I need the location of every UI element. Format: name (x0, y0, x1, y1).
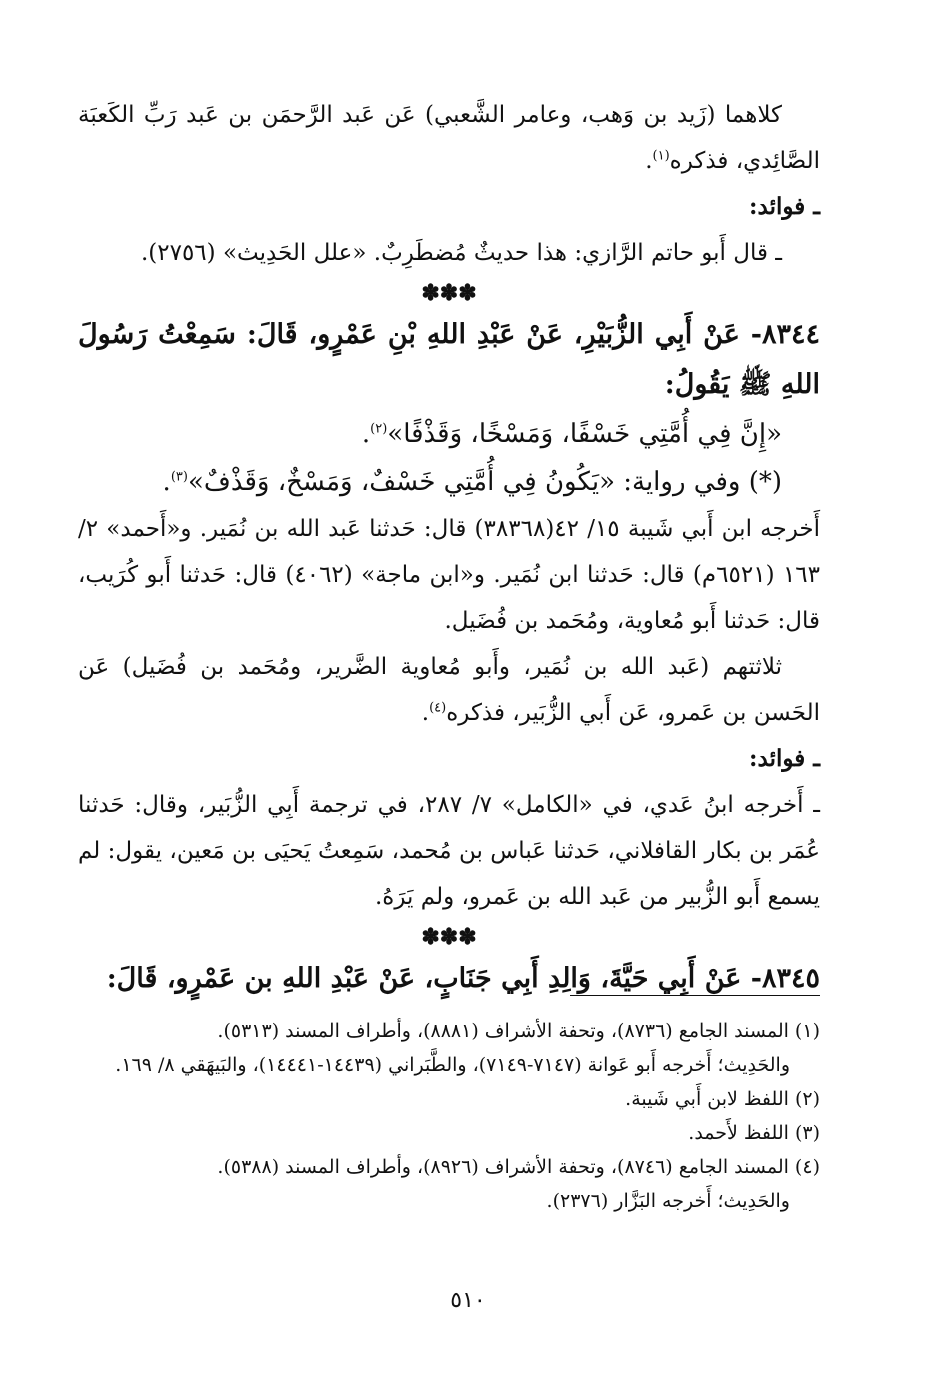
fawaid-text-2: ـ أَخرجه ابنُ عَدي، في «الكامل» ٧/ ٢٨٧، في ترجمة أَبِي الزُّبَير، وقال: حَدثنا عُمَر بن بكار القافلاني، حَدثنا عَباس بن مُحمد، سَمِعتُ يَحيَى بن مَعين، يقول: لم يسمع أَبو الزُّبير من عَبد الله بن عَمرو، ولم يَرَهُ. (78, 792, 820, 910)
footnote-ref-2[interactable]: (٢) (370, 421, 388, 437)
footnote-ref-4[interactable]: (٤) (429, 700, 447, 716)
footnotes (78, 1014, 820, 1218)
footnote-divider (570, 995, 820, 996)
hadith-8345-header: ٨٣٤٥- عَنْ أَبِي حَيَّةَ، وَالِدِ أَبِي جَنَابٍ، عَنْ عَبْدِ اللهِ بن عَمْرٍو، قَالَ: (106, 963, 820, 994)
footnote-ref-1[interactable]: (١) (652, 148, 670, 164)
footnote-ref-3[interactable]: (٣) (170, 469, 188, 485)
footnote-3: (٣) اللفظ لأَحمد. (688, 1122, 820, 1144)
footnote-2: (٢) اللفظ لابن أَبي شَيبة. (625, 1088, 820, 1110)
section-separator-2: ✽✽✽ (421, 924, 477, 950)
footnote-1: (١) المسند الجامع (٨٧٣٦)، وتحفة الأشراف (٨٨٨١)، وأطراف المسند (٥٣١٣). (217, 1020, 820, 1042)
takhrij-paragraph: أَخرجه ابن أَبي شَيبة ١٥/ ٤٢(٣٨٣٦٨) قال: حَدثنا عَبد الله بن نُمَير. و«أَحمد» ٢/ ١٦٣ (٦٥٢١م) قال: حَدثنا ابن نُمَير. و«ابن ماجة» (٤٠٦٢) قال: حَدثنا أَبو كُرَيب، قال: حَدثنا أَبو مُعاوية، ومُحَمد بن فُضَيل. (78, 516, 821, 634)
main-text (78, 92, 820, 1004)
section-separator-1: ✽✽✽ (421, 280, 477, 306)
paragraph-kilahuma: كلاهما (زَيد بن وَهب، وعامر الشَّعبي) عَن عَبد الرَّحمَن بن عَبد رَبِّ الكَعبَة الصَّائِدي، فذكره$^{(١)}$. (78, 102, 820, 174)
footnote-4-continuation: والحَدِيث؛ أَخرجه البَزَّار (٢٣٧٦). (546, 1190, 790, 1212)
thalathtuhum-paragraph: ثلاثتهم (عَبد الله بن نُمَير، وأَبو مُعاوية الضَّرير، ومُحَمد بن فُضَيل) عَن الحَسن بن عَمرو، عَن أَبي الزُّبَير، فذكره$^{(٤)}$. (78, 654, 820, 726)
page-number: ٥١٠ (450, 1288, 486, 1313)
hadith-quote-1: «إِنَّ فِي أُمَّتِي خَسْفًا، وَمَسْخًا، وَقَذْفًا»$^{(٢)}$. (361, 419, 782, 449)
footnote-4: (٤) المسند الجامع (٨٧٤٦)، وتحفة الأشراف (٨٩٢٦)، وأطراف المسند (٥٣٨٨). (217, 1156, 820, 1178)
footnote-1-continuation: والحَدِيث؛ أَخرجه أَبو عَوانة (٧١٤٧-٧١٤٩)، والطَّبَراني (١٤٤٣٩-١٤٤٤١)، والبَيهَقي ٨/ ١٦٩. (115, 1054, 790, 1076)
hadith-8344-header: ٨٣٤٤- عَنْ أَبِي الزُّبَيْرِ، عَنْ عَبْدِ اللهِ بْنِ عَمْرٍو، قَالَ: سَمِعْتُ رَسُولَ اللهِ ﷺ يَقُولُ: (78, 319, 820, 400)
fawaid-heading-2: ـ فوائد: (749, 745, 820, 772)
fawaid-heading-1: ـ فوائد: (749, 193, 820, 220)
hadith-quote-2: (*) وفي رواية: «يَكُونُ فِي أُمَّتِي خَسْفٌ، وَمَسْخٌ، وَقَذْفٌ»$^{(٣)}$. (162, 467, 782, 497)
fawaid-text-1: ـ قال أَبو حاتم الرَّازي: هذا حديثٌ مُضطَرِبٌ. «علل الحَدِيث» (٢٧٥٦). (140, 240, 782, 266)
